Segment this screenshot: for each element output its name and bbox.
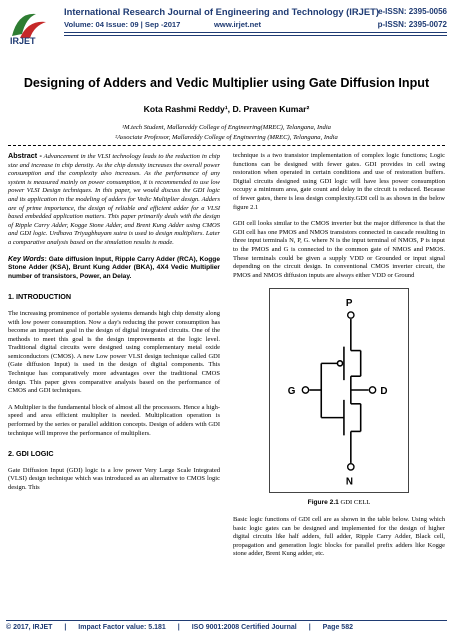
- irjet-logo: [6, 6, 54, 46]
- footer-separator: |: [64, 624, 67, 631]
- abstract-label: Abstract -: [8, 151, 42, 160]
- section-heading-introduction: 1. INTRODUCTION: [8, 292, 72, 302]
- label-n: N: [345, 476, 354, 488]
- left-column: [8, 152, 220, 501]
- e-issn: e-ISSN: 2395-0056: [378, 7, 447, 16]
- right-paragraph-1: technique is a two transistor implementation of complex logic functions; Logic functions can be designed with fewer gates. GDI provides in cell swing restoration when operated in certain conditions and use of restoration buffers. Digital circuits designed using GDI logic will have less power consumption occupy a minimum area, gate count and delay in the circuit is reduced. Because of fewer gates, there is less design complexity.GDI cell is as shown in the below figure 2.1: [233, 152, 445, 211]
- figure-caption: [233, 499, 445, 508]
- abstract-text: Advancement in the VLSI technology leads to the reduction in chip size and increase in chip density. As the chip density increases the overall power consumption and the complexity also increases. As the performance of any system is measured mainly on power consumption, it is recommended to use low power VLSI Design techniques. In this paper, we would discuss the GDI logic and its application in the modeling of adders for Vedic Multiplier design. Adders are of prime importance, the design of reliable and efficient adder for a VLSI based embedded application matters. This paper primarily deals with the design of Ripple Carry Adder, Kogge Stone Adder, and Brent Kung Adder using CMOS and GDI logic. Urdhava Triyagbhayam sutra is used to design multipliers. Later a comparative analysis based on the simulation results is made.: [8, 153, 220, 246]
- label-g: G: [287, 386, 296, 398]
- header-rule-thin: [64, 35, 447, 36]
- right-paragraph-3: Basic logic functions of GDI cell are as shown in the table below. Using which basic logic gates can be designed and implemented for the design of higher digital circuits like half adders, full adder, Ripple Carry Adder, Black cell, propagation and generation logic blocks for parallel prefix adders like Kogge stone adder, Brent Kung adder, etc.: [233, 515, 445, 558]
- paper-title: Designing of Adders and Vedic Multiplier using Gate Diffusion Input: [23, 76, 430, 90]
- gdi-cell-schematic: [309, 319, 368, 463]
- keywords: [8, 256, 220, 282]
- label-p: P: [345, 298, 353, 310]
- label-d: D: [380, 386, 388, 398]
- footer-page-number: Page 582: [322, 624, 353, 631]
- footer-impact-factor: Impact Factor value: 5.181: [78, 624, 166, 631]
- p-terminal-icon: [348, 312, 354, 318]
- journal-title: International Research Journal of Engineering and Technology (IRJET): [64, 6, 379, 17]
- header-rule: [64, 32, 447, 33]
- volume-issue: Volume: 04 Issue: 09 | Sep -2017: [64, 20, 181, 29]
- figure-caption-text: GDI CELL: [338, 499, 371, 507]
- intro-paragraph-1: The increasing prominence of portable systems demands high chip density along with low power consumption. Now a day's reducing the power consumption has become an important goal in the design of digital integrated circuits. One of the methods to meet this goal is the design improvements at the logic level. Traditional digital circuits were designed using complementary metal oxide semiconductors (CMOS). A new Low power VLSI design technique called GDI (Gate diffusion Input) is used in the design of digital components. This Technique has comparatively more advantages over the traditional CMOS design. This paper gives comparative analysis based on the performance of CMOS and GDI techniques.: [8, 309, 220, 395]
- affiliation-1: ¹M.tech Student, Mallareddy College of Engineering(MREC), Telangana, India: [122, 124, 331, 131]
- footer-copyright: © 2017, IRJET: [6, 624, 53, 631]
- affiliation-2: ²Associate Professor, Mallareddy College of Engineering (MREC), Telangana, India: [115, 134, 338, 141]
- title-separator: [8, 145, 445, 146]
- volume-line: [64, 20, 364, 29]
- gdi-cell-figure: [269, 288, 409, 493]
- g-terminal-icon: [302, 387, 308, 393]
- page-footer: [6, 620, 447, 631]
- footer-iso: ISO 9001:2008 Certified Journal: [191, 624, 297, 631]
- footer-separator: |: [308, 624, 311, 631]
- p-issn: p-ISSN: 2395-0072: [377, 20, 447, 29]
- paper-authors: Kota Rashmi Reddy¹, D. Praveen Kumar²: [143, 104, 310, 114]
- footer-separator: |: [177, 624, 180, 631]
- logo-text: IRJET: [10, 36, 36, 46]
- n-terminal-icon: [348, 464, 354, 470]
- section-heading-gdi-logic: 2. GDI LOGIC: [8, 449, 54, 459]
- right-paragraph-2: GDI cell looks similar to the CMOS inverter but the major difference is that the GDI cell has one PMOS and NMOS transistors connected in cascade resulting in three input terminals N, P, G. where N is the input terminal of NMOS, P is input to the PMOS and G is connected to the common gate of NMOS and PMOS. These terminals could be given a supply VDD or Grounded or input signal depending on the circuit design. In conventional CMOS inverter circuit, the PMOS and NMOS diffusion inputs are always either VDD or Ground: [233, 220, 445, 279]
- journal-header: [0, 0, 453, 52]
- journal-website-link[interactable]: www.irjet.net: [214, 20, 261, 29]
- keywords-text: : Gate diffusion Input, Ripple Carry Adder (RCA), Kogge Stone Adder (KSA), Brunt Kung Adder (BKA), 4X4 Vedic Multiplier number of transistors, Power, an Delay.: [8, 255, 220, 280]
- gdi-paragraph-1: Gate Diffusion Input (GDI) logic is a low power Very Large Scale Integrated (VLSI) design technique which was introduced as an alternative to CMOS logic design. This: [8, 466, 220, 491]
- keywords-label: Key Words: [8, 255, 45, 263]
- right-column: [233, 152, 445, 567]
- d-terminal-icon: [369, 387, 375, 393]
- intro-paragraph-2: A Multiplier is the fundamental block of almost all the processors. Hence a high-speed and area efficient multiplier is needed. Multiplication operation is performed by the series or parallel addition concepts. Design of adders with GDI technique will improve the performance of multipliers.: [8, 403, 220, 437]
- abstract: [8, 152, 220, 248]
- figure-caption-number: Figure 2.1: [307, 499, 339, 507]
